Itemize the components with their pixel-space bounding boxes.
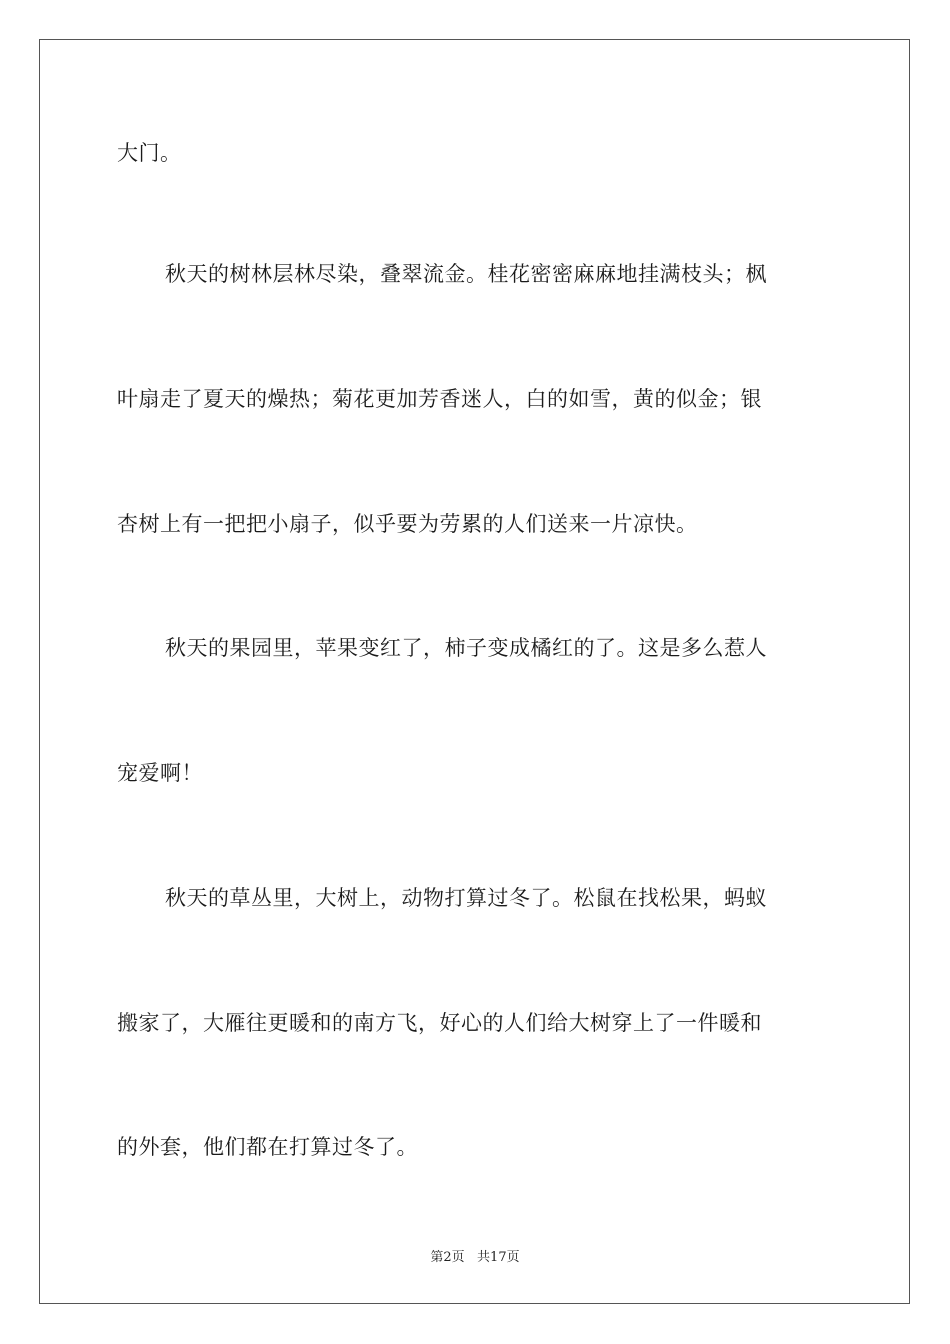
page-border [39,39,910,1304]
text-line: 宠爱啊！ [117,761,203,785]
paragraph-start-line: 秋天的果园里，苹果变红了，柿子变成橘红的了。这是多么惹人 [165,636,767,660]
paragraph-start-line: 秋天的树林层林尽染，叠翠流金。桂花密密麻麻地挂满枝头；枫 [165,262,767,286]
text-line: 搬家了，大雁往更暖和的南方飞，好心的人们给大树穿上了一件暖和 [117,1011,762,1035]
page-number-footer: 第2页 共17页 [430,1250,520,1265]
text-line: 杏树上有一把把小扇子，似乎要为劳累的人们送来一片凉快。 [117,512,698,536]
text-line: 叶扇走了夏天的燥热；菊花更加芳香迷人，白的如雪，黄的似金；银 [117,387,762,411]
text-line: 的外套，他们都在打算过冬了。 [117,1135,418,1159]
text-line: 大门。 [117,141,182,165]
paragraph-start-line: 秋天的草丛里，大树上，动物打算过冬了。松鼠在找松果，蚂蚁 [165,886,767,910]
